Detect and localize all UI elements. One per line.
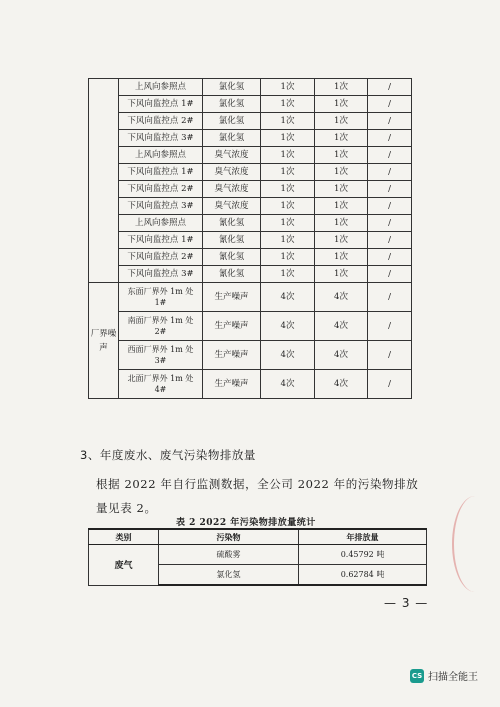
frequency-1: 4次 [261, 312, 315, 341]
monitoring-point: 下风向监控点 1# [119, 96, 203, 113]
header-category: 类别 [89, 529, 159, 545]
frequency-1: 1次 [261, 198, 315, 215]
remark: / [368, 79, 412, 96]
frequency-2: 4次 [315, 370, 368, 399]
pollutant-name: 氯化氢 [203, 113, 261, 130]
emission-category: 废气 [89, 545, 159, 586]
table-row [89, 113, 412, 130]
table-row [89, 249, 412, 266]
emission-header-row [89, 529, 427, 545]
table-row [89, 266, 412, 283]
remark: / [368, 181, 412, 198]
table2-caption: 表 2 2022 年污染物排放量统计 [176, 518, 316, 528]
frequency-2: 4次 [315, 312, 368, 341]
frequency-2: 1次 [315, 130, 368, 147]
remark: / [368, 249, 412, 266]
emission-amount: 0.62784 吨 [299, 565, 427, 586]
scanner-watermark [410, 668, 478, 683]
frequency-1: 1次 [261, 79, 315, 96]
pollutant-name: 臭气浓度 [203, 198, 261, 215]
monitoring-point: 东面厂界外 1m 处 1# [119, 283, 203, 312]
monitoring-point: 上风向参照点 [119, 79, 203, 96]
header-amount: 年排放量 [299, 529, 427, 545]
table-row [89, 198, 412, 215]
table-row [89, 147, 412, 164]
monitoring-point: 下风向监控点 3# [119, 130, 203, 147]
frequency-1: 1次 [261, 181, 315, 198]
table-row [89, 130, 412, 147]
remark: / [368, 283, 412, 312]
pollutant-name: 氰化氢 [203, 266, 261, 283]
monitoring-point: 南面厂界外 1m 处 2# [119, 312, 203, 341]
pollutant-name: 臭气浓度 [203, 181, 261, 198]
frequency-2: 1次 [315, 96, 368, 113]
monitoring-point: 上风向参照点 [119, 147, 203, 164]
remark: / [368, 370, 412, 399]
remark: / [368, 96, 412, 113]
table-row [89, 283, 412, 312]
frequency-1: 1次 [261, 96, 315, 113]
remark: / [368, 198, 412, 215]
stamp-mark [452, 496, 498, 592]
pollutant-name: 氯化氢 [203, 130, 261, 147]
pollutant-name: 生产噪声 [203, 341, 261, 370]
frequency-1: 1次 [261, 266, 315, 283]
page-number: — 3 — [384, 596, 429, 610]
frequency-2: 4次 [315, 283, 368, 312]
table-row [89, 79, 412, 96]
monitoring-point: 下风向监控点 3# [119, 198, 203, 215]
remark: / [368, 113, 412, 130]
monitoring-point: 下风向监控点 1# [119, 164, 203, 181]
pollutant-name: 氰化氢 [203, 232, 261, 249]
watermark-text: 扫描全能王 [428, 672, 478, 683]
table-row [89, 96, 412, 113]
emission-table [88, 528, 427, 586]
monitoring-table [88, 78, 412, 399]
section-title: 3、年度废水、废气污染物排放量 [80, 448, 256, 462]
frequency-2: 1次 [315, 249, 368, 266]
pollutant-name: 生产噪声 [203, 283, 261, 312]
monitoring-point: 上风向参照点 [119, 215, 203, 232]
frequency-2: 1次 [315, 232, 368, 249]
category-cell-blank [89, 79, 119, 283]
frequency-2: 1次 [315, 215, 368, 232]
pollutant-name: 臭气浓度 [203, 147, 261, 164]
remark: / [368, 147, 412, 164]
pollutant-name: 氰化氢 [203, 215, 261, 232]
pollutant-name: 氯化氢 [203, 79, 261, 96]
table-row [89, 232, 412, 249]
remark: / [368, 341, 412, 370]
frequency-1: 1次 [261, 113, 315, 130]
remark: / [368, 215, 412, 232]
frequency-1: 4次 [261, 370, 315, 399]
pollutant-name: 生产噪声 [203, 370, 261, 399]
monitoring-point: 下风向监控点 1# [119, 232, 203, 249]
remark: / [368, 312, 412, 341]
remark: / [368, 130, 412, 147]
remark: / [368, 164, 412, 181]
pollutant-name: 生产噪声 [203, 312, 261, 341]
frequency-2: 1次 [315, 164, 368, 181]
frequency-2: 1次 [315, 198, 368, 215]
frequency-2: 1次 [315, 181, 368, 198]
table-row [89, 370, 412, 399]
frequency-2: 1次 [315, 79, 368, 96]
monitoring-point: 下风向监控点 2# [119, 113, 203, 130]
table-row [89, 312, 412, 341]
monitoring-point: 下风向监控点 2# [119, 181, 203, 198]
table-row [89, 215, 412, 232]
frequency-2: 1次 [315, 113, 368, 130]
emission-amount: 0.45792 吨 [299, 545, 427, 565]
remark: / [368, 232, 412, 249]
table-row [89, 341, 412, 370]
emission-row [89, 545, 427, 565]
frequency-1: 4次 [261, 341, 315, 370]
frequency-1: 1次 [261, 232, 315, 249]
table-row [89, 181, 412, 198]
app-logo-icon: CS [410, 669, 424, 683]
frequency-1: 1次 [261, 215, 315, 232]
frequency-1: 4次 [261, 283, 315, 312]
pollutant-name: 氯化氢 [203, 96, 261, 113]
pollutant-name: 臭气浓度 [203, 164, 261, 181]
remark: / [368, 266, 412, 283]
frequency-1: 1次 [261, 130, 315, 147]
header-pollutant: 污染物 [159, 529, 299, 545]
emission-pollutant: 硫酸雾 [159, 545, 299, 565]
monitoring-point: 北面厂界外 1m 处 4# [119, 370, 203, 399]
monitoring-point: 下风向监控点 2# [119, 249, 203, 266]
frequency-2: 4次 [315, 341, 368, 370]
noise-category-cell: 厂界噪声 [89, 283, 119, 399]
monitoring-point: 西面厂界外 1m 处 3# [119, 341, 203, 370]
frequency-2: 1次 [315, 266, 368, 283]
table-row [89, 164, 412, 181]
frequency-1: 1次 [261, 164, 315, 181]
body-paragraph: 根据 2022 年自行监测数据，全公司 2022 年的污染物排放量见表 2。 [96, 477, 419, 515]
emission-pollutant: 氯化氢 [159, 565, 299, 586]
frequency-2: 1次 [315, 147, 368, 164]
monitoring-point: 下风向监控点 3# [119, 266, 203, 283]
frequency-1: 1次 [261, 249, 315, 266]
pollutant-name: 氰化氢 [203, 249, 261, 266]
frequency-1: 1次 [261, 147, 315, 164]
